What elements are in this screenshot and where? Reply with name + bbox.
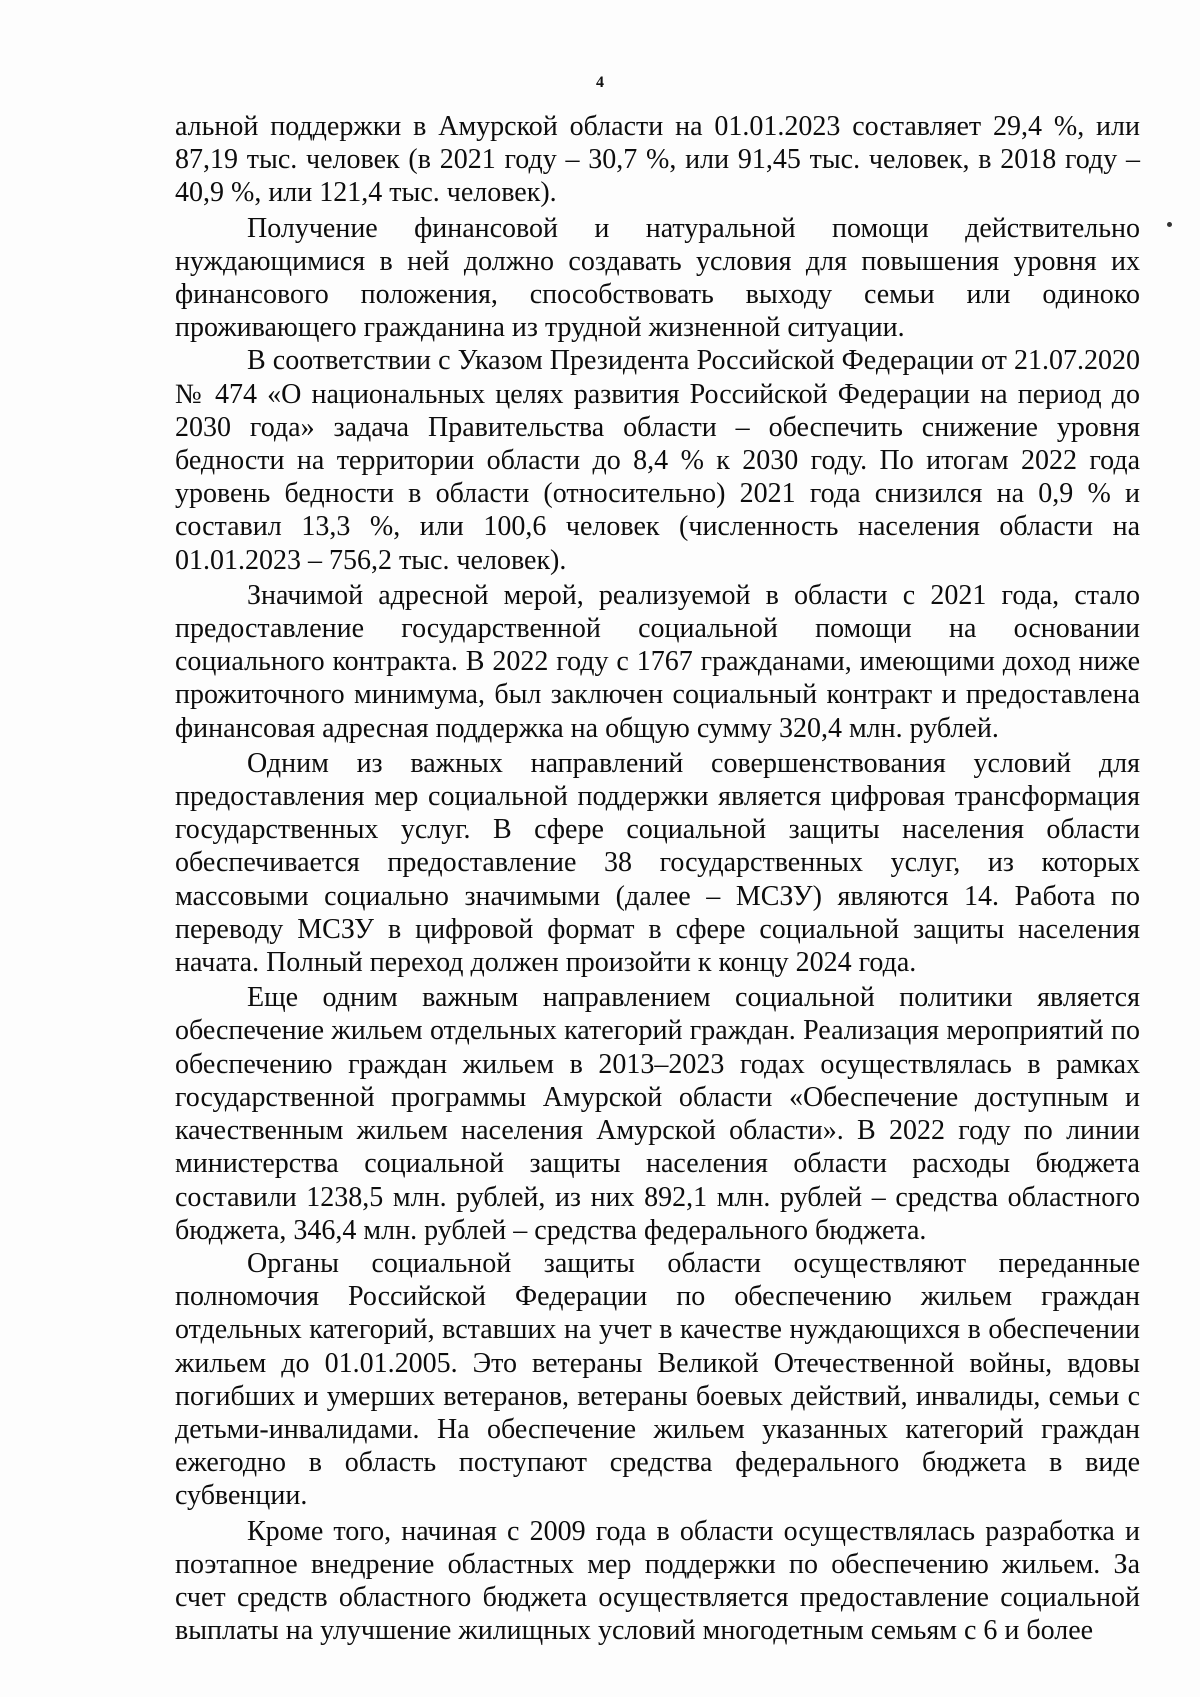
document-body	[175, 110, 1140, 1647]
paragraph-financial-assistance: Получение финансовой и натуральной помощи действительно нуждающимися в ней должно создавать условия для повышения уровня их финансового положения, способствовать выходу семьи или одиноко проживающего гражданина из трудной жизненной ситуации.	[175, 212, 1140, 344]
paragraph-housing-program: Еще одним важным направлением социальной политики является обеспечение жильем отдельных категорий граждан. Реализация мероприятий по обеспечению граждан жильем в 2013–2023 годах осуществлялась в рамках государственной программы Амурской области «Обеспечение доступным и качественным жильем населения Амурской области». В 2022 году по линии министерства социальной защиты населения области расходы бюджета составили 1238,5 млн. рублей, из них 892,1 млн. рублей – средства областного бюджета, 346,4 млн. рублей – средства федерального бюджета.	[175, 982, 1140, 1246]
paragraph-poverty-decree: В соответствии с Указом Президента Российской Федерации от 21.07.2020 № 474 «О национальных целях развития Российской Федерации на период до 2030 года» задача Правительства области – обеспечить снижение уровня бедности на территории области до 8,4 % к 2030 году. По итогам 2022 года уровень бедности в области (относительно) 2021 года снизился на 0,9 % и составил 13,3 %, или 100,6 человек (численность населения области на 01.01.2023 – 756,2 тыс. человек).	[175, 345, 1140, 576]
paragraph-regional-measures: Кроме того, начиная с 2009 года в области осуществлялась разработка и поэтапное внедрение областных мер поддержки по обеспечению жильем. За счет средств областного бюджета осуществляется предоставление социальной выплаты на улучшение жилищных условий многодетным семьям с 6 и более	[175, 1515, 1140, 1647]
paragraph-federal-powers: Органы социальной защиты области осуществляют переданные полномочия Российской Федерации по обеспечению жильем граждан отдельных категорий, вставших на учет в качестве нуждающихся в обеспечении жильем до 01.01.2005. Это ветераны Великой Отечественной войны, вдовы погибших и умерших ветеранов, ветераны боевых действий, инвалиды, семьи с детьми-инвалидами. На обеспечение жильем указанных категорий граждан ежегодно в область поступают средства федерального бюджета в виде субвенции.	[175, 1247, 1140, 1512]
paragraph-digital-transformation: Одним из важных направлений совершенствования условий для предоставления мер социальной поддержки является цифровая трансформация государственных услуг. В сфере социальной защиты населения области обеспечивается предоставление 38 государственных услуг, из которых массовыми социально значимыми (далее – МСЗУ) являются 14. Работа по переводу МСЗУ в цифровой формат в сфере социальной защиты населения начата. Полный переход должен произойти к концу 2024 года.	[175, 747, 1140, 979]
paragraph-continuation: альной поддержки в Амурской области на 01.01.2023 составляет 29,4 %, или 87,19 тыс. человек (в 2021 году – 30,7 %, или 91,45 тыс. человек, в 2018 году – 40,9 %, или 121,4 тыс. человек).	[175, 111, 1140, 209]
page-number: 4	[596, 74, 604, 91]
paragraph-social-contract: Значимой адресной мерой, реализуемой в области с 2021 года, стало предоставление государственной социальной помощи на основании социального контракта. В 2022 году с 1767 гражданами, имеющими доход ниже прожиточного минимума, был заключен социальный контракт и предоставлена финансовая адресная поддержка на общую сумму 320,4 млн. рублей.	[175, 579, 1140, 744]
scan-artifact-dot	[1167, 222, 1172, 227]
